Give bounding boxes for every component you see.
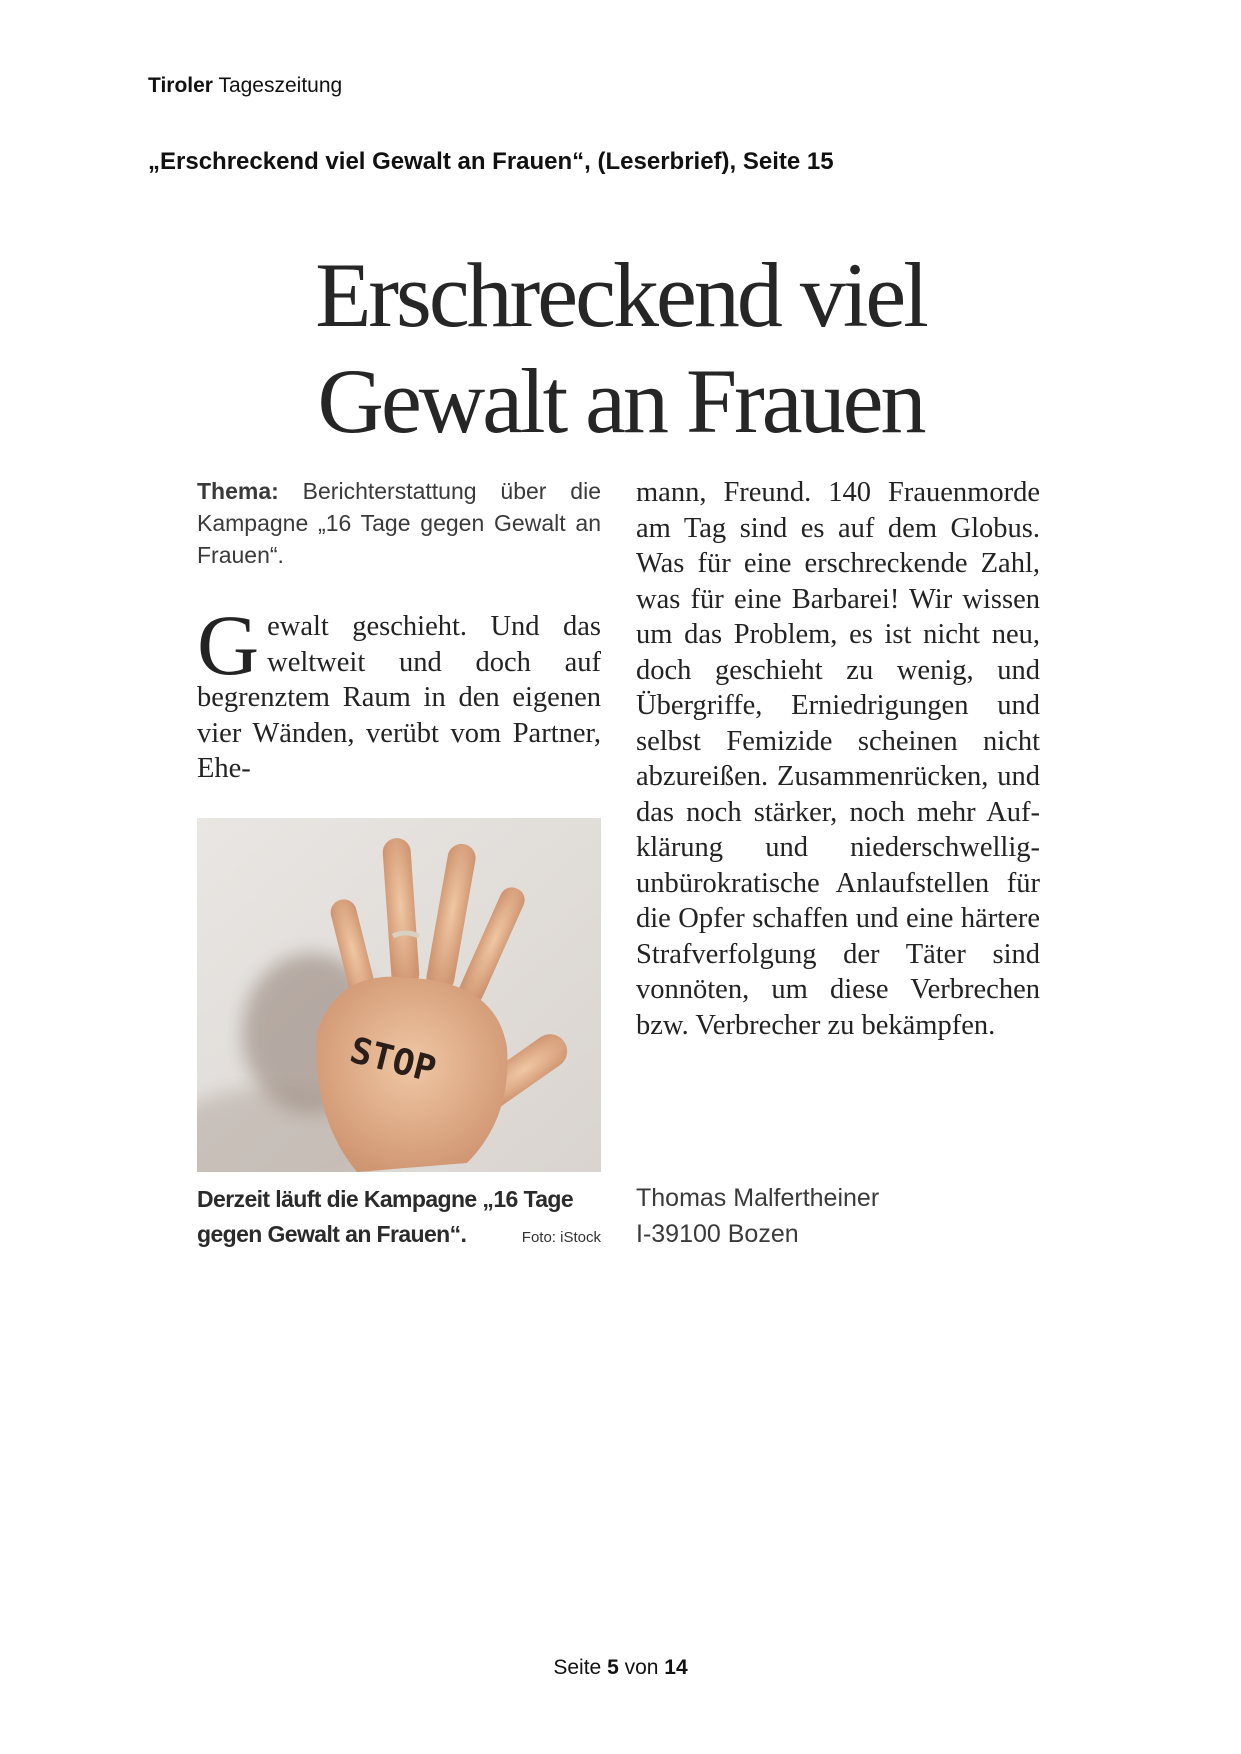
article-column-right [636, 475, 1040, 1043]
total-page-number: 14 [664, 1656, 688, 1679]
footer-middle: von [624, 1656, 659, 1679]
stop-hand-photo [197, 818, 601, 1172]
letter-signature [636, 1180, 879, 1252]
author-name: Thomas Malfertheiner [636, 1184, 880, 1212]
clip-title: „Erschreckend viel Gewalt an Frauen“, (Leserbrief), Seite 15 [148, 148, 834, 175]
body-text-left [197, 597, 601, 787]
thema-text: Berichterstattung über die Kampagne „16 Tage gegen Gewalt an Frauen“. [197, 478, 601, 568]
headline-line-2: Gewalt an Frauen [317, 350, 924, 452]
publication-name-rest: Tageszeitung [218, 74, 343, 97]
article-column-left [197, 475, 601, 787]
body-paragraph-right: mann, Freund. 140 Frauenmorde am Tag sind es auf dem Globus. Was für eine erschreckende Zahl, was für eine Barbarei! Wir wissen um das Problem, es ist nicht neu, doch geschieht zu wenig, und Übergriffe, Erniedrigungen und selbst Femizide scheinen nicht abzureißen. Zusammenrücken, und das noch stärker, noch mehr Aufklärung und niederschwellig-unbürokratische Anlaufstellen für die Opfer schaffen und eine härtere Strafverfolgung der Täter sind vonnöten, um diese Verbrechen bzw. Verbrecher zu bekämpfen. [636, 477, 1040, 1041]
publication-name-bold: Tiroler [148, 74, 213, 97]
page-footer [0, 1656, 1241, 1680]
photo-caption [197, 1182, 601, 1255]
publication-header [148, 74, 342, 98]
current-page-number: 5 [607, 1656, 619, 1679]
body-text-right [636, 475, 1040, 1043]
thema-label: Thema: [197, 478, 279, 504]
author-place: I-39100 Bozen [636, 1220, 799, 1248]
thema-note [197, 475, 601, 571]
footer-prefix: Seite [553, 1656, 602, 1679]
headline-line-1: Erschreckend viel [315, 244, 926, 346]
photo-credit: Foto: iStock [521, 1229, 601, 1246]
hand-stop-text: STOP [345, 1030, 440, 1091]
body-paragraph-left: ewalt geschieht. Und das weltweit und doch auf begrenztem Raum in den eigenen vier Wänden, verübt vom Partner, Ehe- [197, 611, 601, 784]
article-headline [268, 242, 973, 454]
article-photo [197, 818, 601, 1172]
dropcap-letter: G [197, 597, 260, 693]
caption-text: Derzeit läuft die Kampagne „16 Tage gegen Gewalt an Frauen“. [197, 1186, 574, 1247]
